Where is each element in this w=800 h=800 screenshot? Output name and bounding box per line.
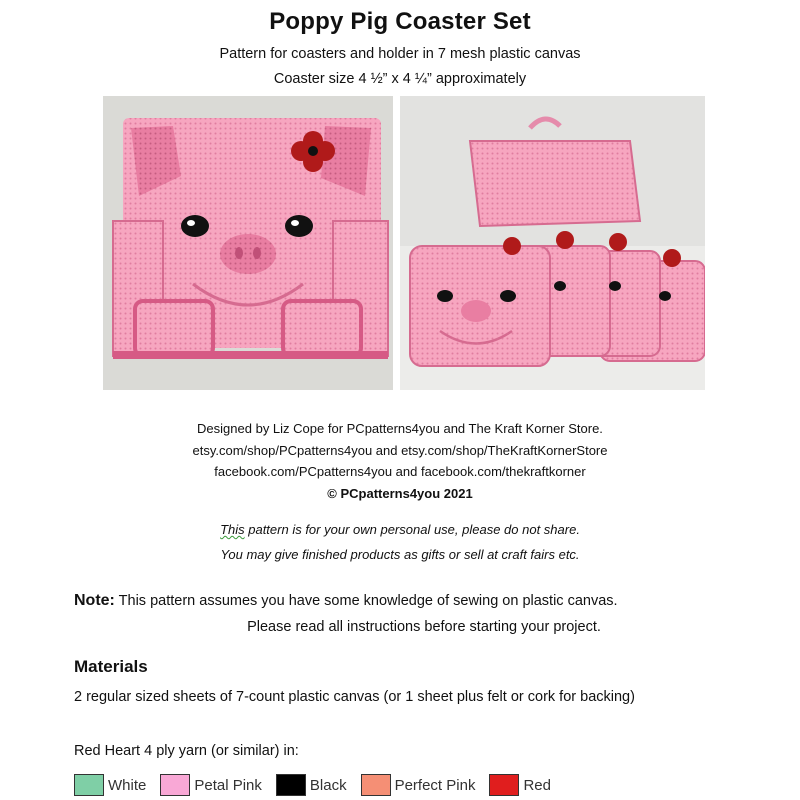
swatch-white — [74, 774, 104, 796]
usage-notice-line1-rest: pattern is for your own personal use, please do not share. — [244, 522, 580, 537]
color-item-petal-pink — [160, 774, 262, 796]
swatch-red — [489, 774, 519, 796]
color-label-red: Red — [523, 776, 551, 794]
note-line2: Please read all instructions before starting your project. — [247, 619, 601, 635]
usage-notice — [0, 517, 800, 567]
note-text: This pattern assumes you have some knowledge of sewing on plastic canvas. — [114, 593, 618, 609]
page-title: Poppy Pig Coaster Set — [269, 8, 531, 35]
materials-canvas-line: 2 regular sized sheets of 7-count plastic canvas (or 1 sheet plus felt or cork for backing) — [74, 689, 635, 705]
color-item-red — [489, 774, 551, 796]
color-label-petal-pink: Petal Pink — [194, 776, 262, 794]
subtitle-pattern: Pattern for coasters and holder in 7 mesh plastic canvas — [219, 46, 581, 62]
note-line1 — [74, 588, 774, 614]
photo-holder-front — [103, 96, 393, 390]
note-block — [74, 588, 774, 640]
materials-heading: Materials — [74, 657, 148, 676]
color-item-perfect-pink — [361, 774, 476, 796]
color-label-black: Black — [309, 776, 347, 794]
credits-etsy-links: etsy.com/shop/PCpatterns4you and etsy.com/shop/TheKraftKornerStore — [192, 442, 608, 458]
color-item-white — [74, 774, 146, 796]
credits-designer: Designed by Liz Cope for PCpatterns4you and The Kraft Korner Store. — [197, 421, 603, 436]
swatch-petal-pink — [160, 774, 190, 796]
yarn-color-list — [74, 770, 794, 800]
materials-yarn-line: Red Heart 4 ply yarn (or similar) in: — [74, 743, 299, 759]
photo-coaster-set — [400, 96, 705, 390]
subtitle-size: Coaster size 4 ½” x 4 ¼” approximately — [273, 71, 527, 87]
copyright: © PCpatterns4you 2021 — [327, 485, 473, 501]
color-item-black — [276, 774, 347, 796]
credits-block — [0, 418, 800, 504]
note-label: Note: — [74, 592, 115, 609]
usage-notice-first-word: This — [220, 522, 245, 537]
color-label-perfect-pink: Perfect Pink — [394, 776, 476, 794]
credits-facebook-links: facebook.com/PCpatterns4you and facebook.com/thekraftkorner — [214, 464, 586, 479]
swatch-black — [276, 774, 306, 796]
color-label-white: White — [108, 776, 147, 794]
swatch-perfect-pink — [361, 774, 391, 796]
usage-notice-line2: You may give finished products as gifts or sell at craft fairs etc. — [220, 547, 580, 562]
usage-notice-line1 — [0, 517, 800, 542]
